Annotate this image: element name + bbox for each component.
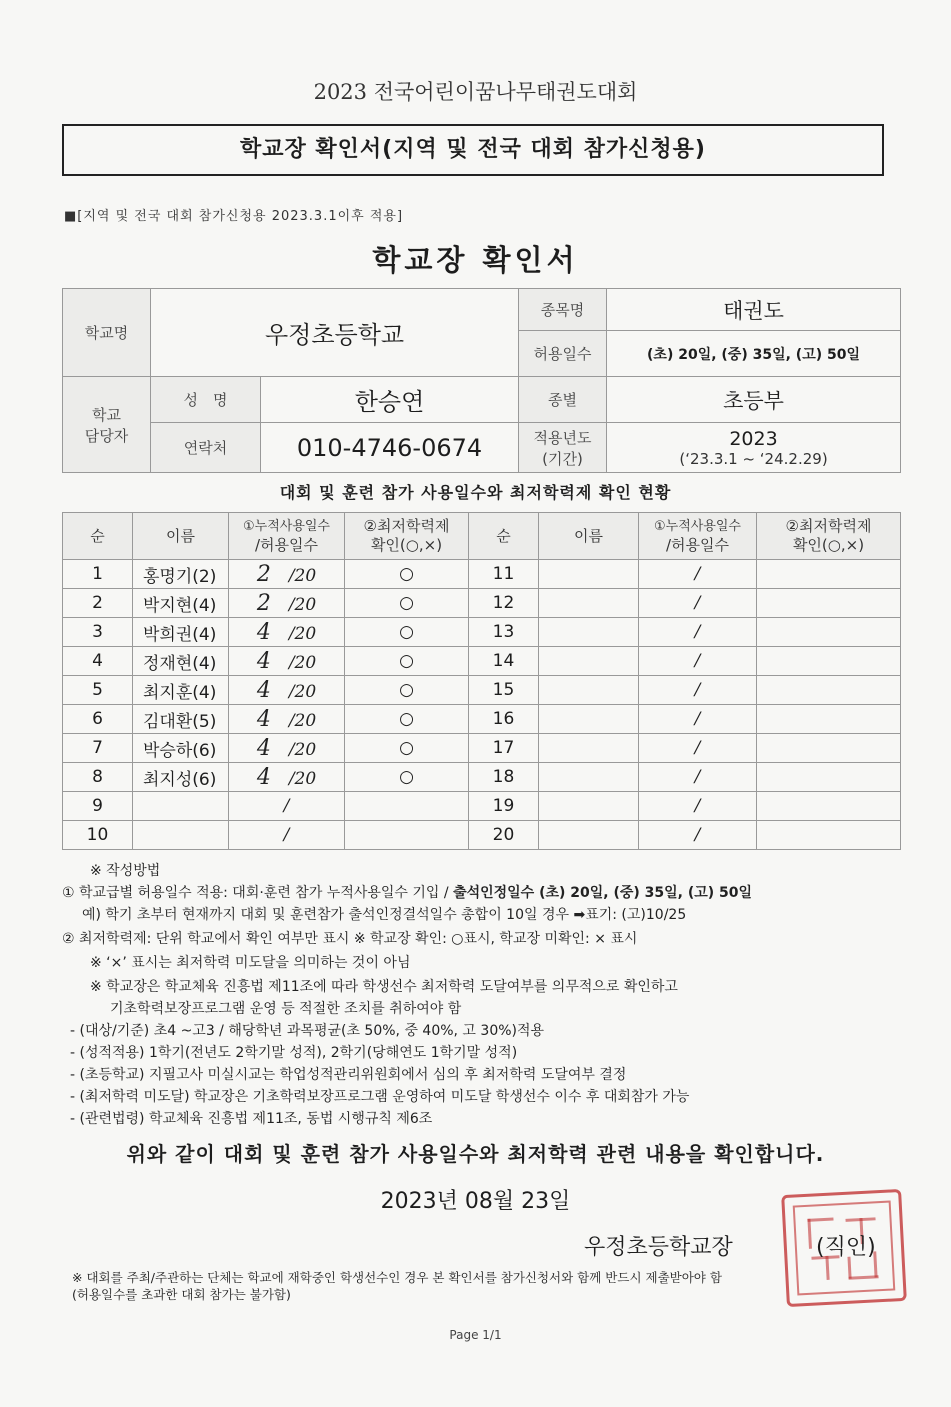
row-days-2 [639,705,757,734]
applicability-notice: ■[지역 및 전국 대회 참가신청용 2023.3.1이후 적용] [64,209,404,224]
note-line-2 [82,904,686,924]
row-days-2-slash: / [694,796,701,816]
sport-label: 종목명 [519,289,607,331]
note-line-3: ② 최저학력제: 단위 학교에서 확인 여부만 표시 ※ 학교장 확인: ○표시, 학교장 미확인: × 표시 [62,931,638,947]
row-check [345,792,469,821]
row-no-2: 16 [469,705,539,734]
row-days-slash: / [288,710,295,731]
row-check-2 [757,560,901,589]
staff-label-line2: 담당자 [84,426,129,445]
table-row [63,647,901,676]
row-days-2 [639,560,757,589]
row-days-slash: / [283,825,290,845]
col-name-2: 이름 [539,513,639,560]
table-row [63,560,901,589]
issue-date: 2023년 08월 23일 [380,1189,571,1214]
row-check-2 [757,792,901,821]
usage-table [62,512,901,850]
row-name-2 [539,618,639,647]
event-title: 2023 전국어린이꿈나무태권도대회 [313,80,638,104]
school-info-table [62,288,901,473]
row-no: 1 [63,560,133,589]
row-name-2 [539,763,639,792]
col-days-2-line1: ①누적사용일수 [653,519,741,534]
contact-value: 010-4746-0674 [261,423,519,473]
staff-label-line1: 학교 [92,405,121,424]
row-days-used: 4 [256,619,271,645]
row-name-2 [539,589,639,618]
row-name: 박승하(6) [133,734,229,763]
row-days [229,792,345,821]
row-days-used: 4 [256,648,271,674]
row-name-2 [539,560,639,589]
row-days-used: 4 [256,764,271,790]
staff-name-label: 성 명 [151,377,261,423]
row-no-2: 17 [469,734,539,763]
row-check-2 [757,618,901,647]
col-days-line1: ①누적사용일수 [242,519,330,534]
notes-heading: ※ 작성방법 [90,863,161,879]
row-days [229,618,345,647]
row-days-slash: / [288,594,295,615]
footnote [72,1269,722,1303]
row-check-2 [757,676,901,705]
note-line-6: 기초학력보장프로그램 운영 등 적절한 조치를 취하여야 함 [110,1001,462,1017]
year-label [519,423,607,473]
row-name-2 [539,676,639,705]
row-check-2 [757,763,901,792]
note-line-9: - (초등학교) 지필고사 미실시교는 학업성적관리위원회에서 심의 후 최저학력 도달여부 결정 [70,1067,627,1083]
allowed-days-label: 허용일수 [519,331,607,377]
row-days-slash: / [288,681,295,702]
row-no-2: 20 [469,821,539,850]
row-days-2-slash: / [694,738,701,758]
note-2a: 예) 학기 초부터 현재까지 대회 및 훈련참가 출석인정결석일수 총합이 10일 경우 [82,907,570,923]
row-check-2 [757,589,901,618]
row-name: 박지현(4) [133,589,229,618]
row-no-2: 12 [469,589,539,618]
row-days-2-slash: / [694,825,701,845]
row-days [229,763,345,792]
row-days-allowed: 20 [294,652,317,673]
row-no: 2 [63,589,133,618]
footnote-line2: (허용일수를 초과한 대회 참가는 불가함) [72,1287,291,1302]
row-days-2 [639,763,757,792]
row-name-2 [539,647,639,676]
col-days [229,513,345,560]
row-days-2-slash: / [694,622,701,642]
school-name-label: 학교명 [63,289,151,377]
row-days-allowed: 20 [294,594,317,615]
row-days-allowed: 20 [294,739,317,760]
col-days-line2: /허용일수 [254,536,318,554]
row-days-allowed: 20 [294,623,317,644]
confirmation-statement: 위와 같이 대회 및 훈련 참가 사용일수와 최저학력 관련 내용을 확인합니다. [126,1142,825,1166]
allowed-days-value: (초) 20일, (중) 35일, (고) 50일 [607,331,901,377]
row-days-slash: / [288,565,295,586]
form-title-box: 학교장 확인서(지역 및 전국 대회 참가신청용) [62,124,884,176]
row-check: ○ [345,676,469,705]
note-1b: 출석인정일수 (초) 20일, (중) 35일, (고) 50일 [453,885,753,901]
row-no: 5 [63,676,133,705]
row-name-2 [539,792,639,821]
row-no: 4 [63,647,133,676]
row-days-used: 4 [256,677,271,703]
row-days-allowed: 20 [294,565,317,586]
footnote-line1: ※ 대회를 주최/주관하는 단체는 학교에 재학중인 학생선수인 경우 본 확인서를 참가신청서와 함께 반드시 제출받아야 함 [72,1270,722,1285]
year-label-line2: (기간) [542,449,583,468]
row-days [229,705,345,734]
row-days-2 [639,676,757,705]
note-line-11: - (관련법령) 학교체육 진흥법 제11조, 동법 시행규칙 제6조 [70,1111,433,1127]
row-days-2-slash: / [694,709,701,729]
row-days-slash: / [288,768,295,789]
school-name-value: 우정초등학교 [151,289,519,377]
row-name: 홍명기(2) [133,560,229,589]
col-check-line1: ②최저학력제 [363,517,450,535]
row-days-allowed: 20 [294,681,317,702]
row-no: 9 [63,792,133,821]
row-no-2: 14 [469,647,539,676]
row-days-used: 4 [256,706,271,732]
row-days-2-slash: / [694,593,701,613]
table-row [63,792,901,821]
row-no-2: 13 [469,618,539,647]
row-no-2: 15 [469,676,539,705]
sport-value: 태권도 [607,289,901,331]
col-days-2 [639,513,757,560]
row-days [229,676,345,705]
row-days [229,589,345,618]
row-check-2 [757,821,901,850]
row-days-used: 4 [256,735,271,761]
col-check-line2: 확인(○,×) [370,536,443,554]
row-no: 3 [63,618,133,647]
row-days-slash: / [288,623,295,644]
note-1a: ① 학교급별 허용일수 적용: 대회·훈련 참가 누적사용일수 기입 / [62,885,454,901]
row-days-2 [639,734,757,763]
row-days-2-slash: / [694,680,701,700]
row-check: ○ [345,647,469,676]
row-no: 7 [63,734,133,763]
year-label-line1: 적용년도 [533,428,592,447]
row-no-2: 11 [469,560,539,589]
year-cell [607,423,901,473]
division-value: 초등부 [607,377,901,423]
row-days-2-slash: / [694,564,701,584]
seal-label: (직인) [816,1235,876,1260]
row-no: 8 [63,763,133,792]
page-title: 학교장 확인서 [372,243,579,277]
row-days-slash: / [283,796,290,816]
note-2b: 표기: (고)10/25 [585,907,687,923]
page-number: Page 1/1 [449,1328,502,1342]
row-check-2 [757,647,901,676]
row-days-2 [639,618,757,647]
row-name [133,821,229,850]
row-days-2 [639,821,757,850]
row-days [229,734,345,763]
row-days-slash: / [288,652,295,673]
row-days [229,821,345,850]
row-check: ○ [345,734,469,763]
note-line-4: ※ ‘×’ 표시는 최저학력 미도달을 의미하는 것이 아님 [90,955,411,971]
staff-name-value: 한승연 [261,377,519,423]
row-name-2 [539,705,639,734]
row-no: 6 [63,705,133,734]
row-days-2 [639,589,757,618]
row-check-2 [757,705,901,734]
row-days [229,560,345,589]
row-check-2 [757,734,901,763]
row-days-slash: / [288,739,295,760]
row-days-used: 2 [256,561,271,587]
row-no-2: 19 [469,792,539,821]
row-days-allowed: 20 [294,768,317,789]
row-check: ○ [345,589,469,618]
col-check-2-line2: 확인(○,×) [792,536,865,554]
col-check [345,513,469,560]
note-line-5: ※ 학교장은 학교체육 진흥법 제11조에 따라 학생선수 최저학력 도달여부를 의무적으로 확인하고 [90,979,678,995]
table-row [63,676,901,705]
row-name: 김대환(5) [133,705,229,734]
row-days-2-slash: / [694,651,701,671]
table-row [63,821,901,850]
arrow-right-icon: ➡ [573,907,586,923]
table-row [63,589,901,618]
col-no: 순 [63,513,133,560]
row-days-2 [639,792,757,821]
row-check: ○ [345,705,469,734]
contact-label: 연락처 [151,423,261,473]
row-days-2 [639,647,757,676]
row-check: ○ [345,763,469,792]
row-name-2 [539,821,639,850]
row-no-2: 18 [469,763,539,792]
col-days-2-line2: /허용일수 [665,536,729,554]
row-days-2-slash: / [694,767,701,787]
staff-label [63,377,151,473]
note-line-7: - (대상/기준) 초4 ~고3 / 해당학년 과목평균(초 50%, 중 40%, 고 30%)적용 [70,1023,545,1039]
row-name: 최지성(6) [133,763,229,792]
col-check-2-line1: ②최저학력제 [785,517,872,535]
table-row [63,618,901,647]
row-name: 최지훈(4) [133,676,229,705]
row-no: 10 [63,821,133,850]
row-name-2 [539,734,639,763]
row-days-allowed: 20 [294,710,317,731]
usage-section-title: 대회 및 훈련 참가 사용일수와 최저학력제 확인 현황 [279,483,672,502]
row-name: 정재현(4) [133,647,229,676]
note-line-10: - (최저학력 미도달) 학교장은 기초학력보장프로그램 운영하여 미도달 학생선수 이수 후 대회참가 가능 [70,1089,690,1105]
note-line-8: - (성적적용) 1학기(전년도 2학기말 성적), 2학기(당해연도 1학기말 성적) [70,1045,518,1061]
col-no-2: 순 [469,513,539,560]
row-check: ○ [345,560,469,589]
row-name: 박희권(4) [133,618,229,647]
row-days-used: 2 [256,590,271,616]
row-name [133,792,229,821]
table-row [63,763,901,792]
table-row [63,705,901,734]
col-check-2 [757,513,901,560]
col-name: 이름 [133,513,229,560]
principal-name: 우정초등학교장 [584,1235,733,1260]
year-period: (‘23.3.1 ~ ‘24.2.29) [679,449,828,468]
division-label: 종별 [519,377,607,423]
table-row [63,734,901,763]
row-check [345,821,469,850]
year-value: 2023 [729,427,778,450]
note-line-1 [62,882,752,902]
row-check: ○ [345,618,469,647]
row-days [229,647,345,676]
